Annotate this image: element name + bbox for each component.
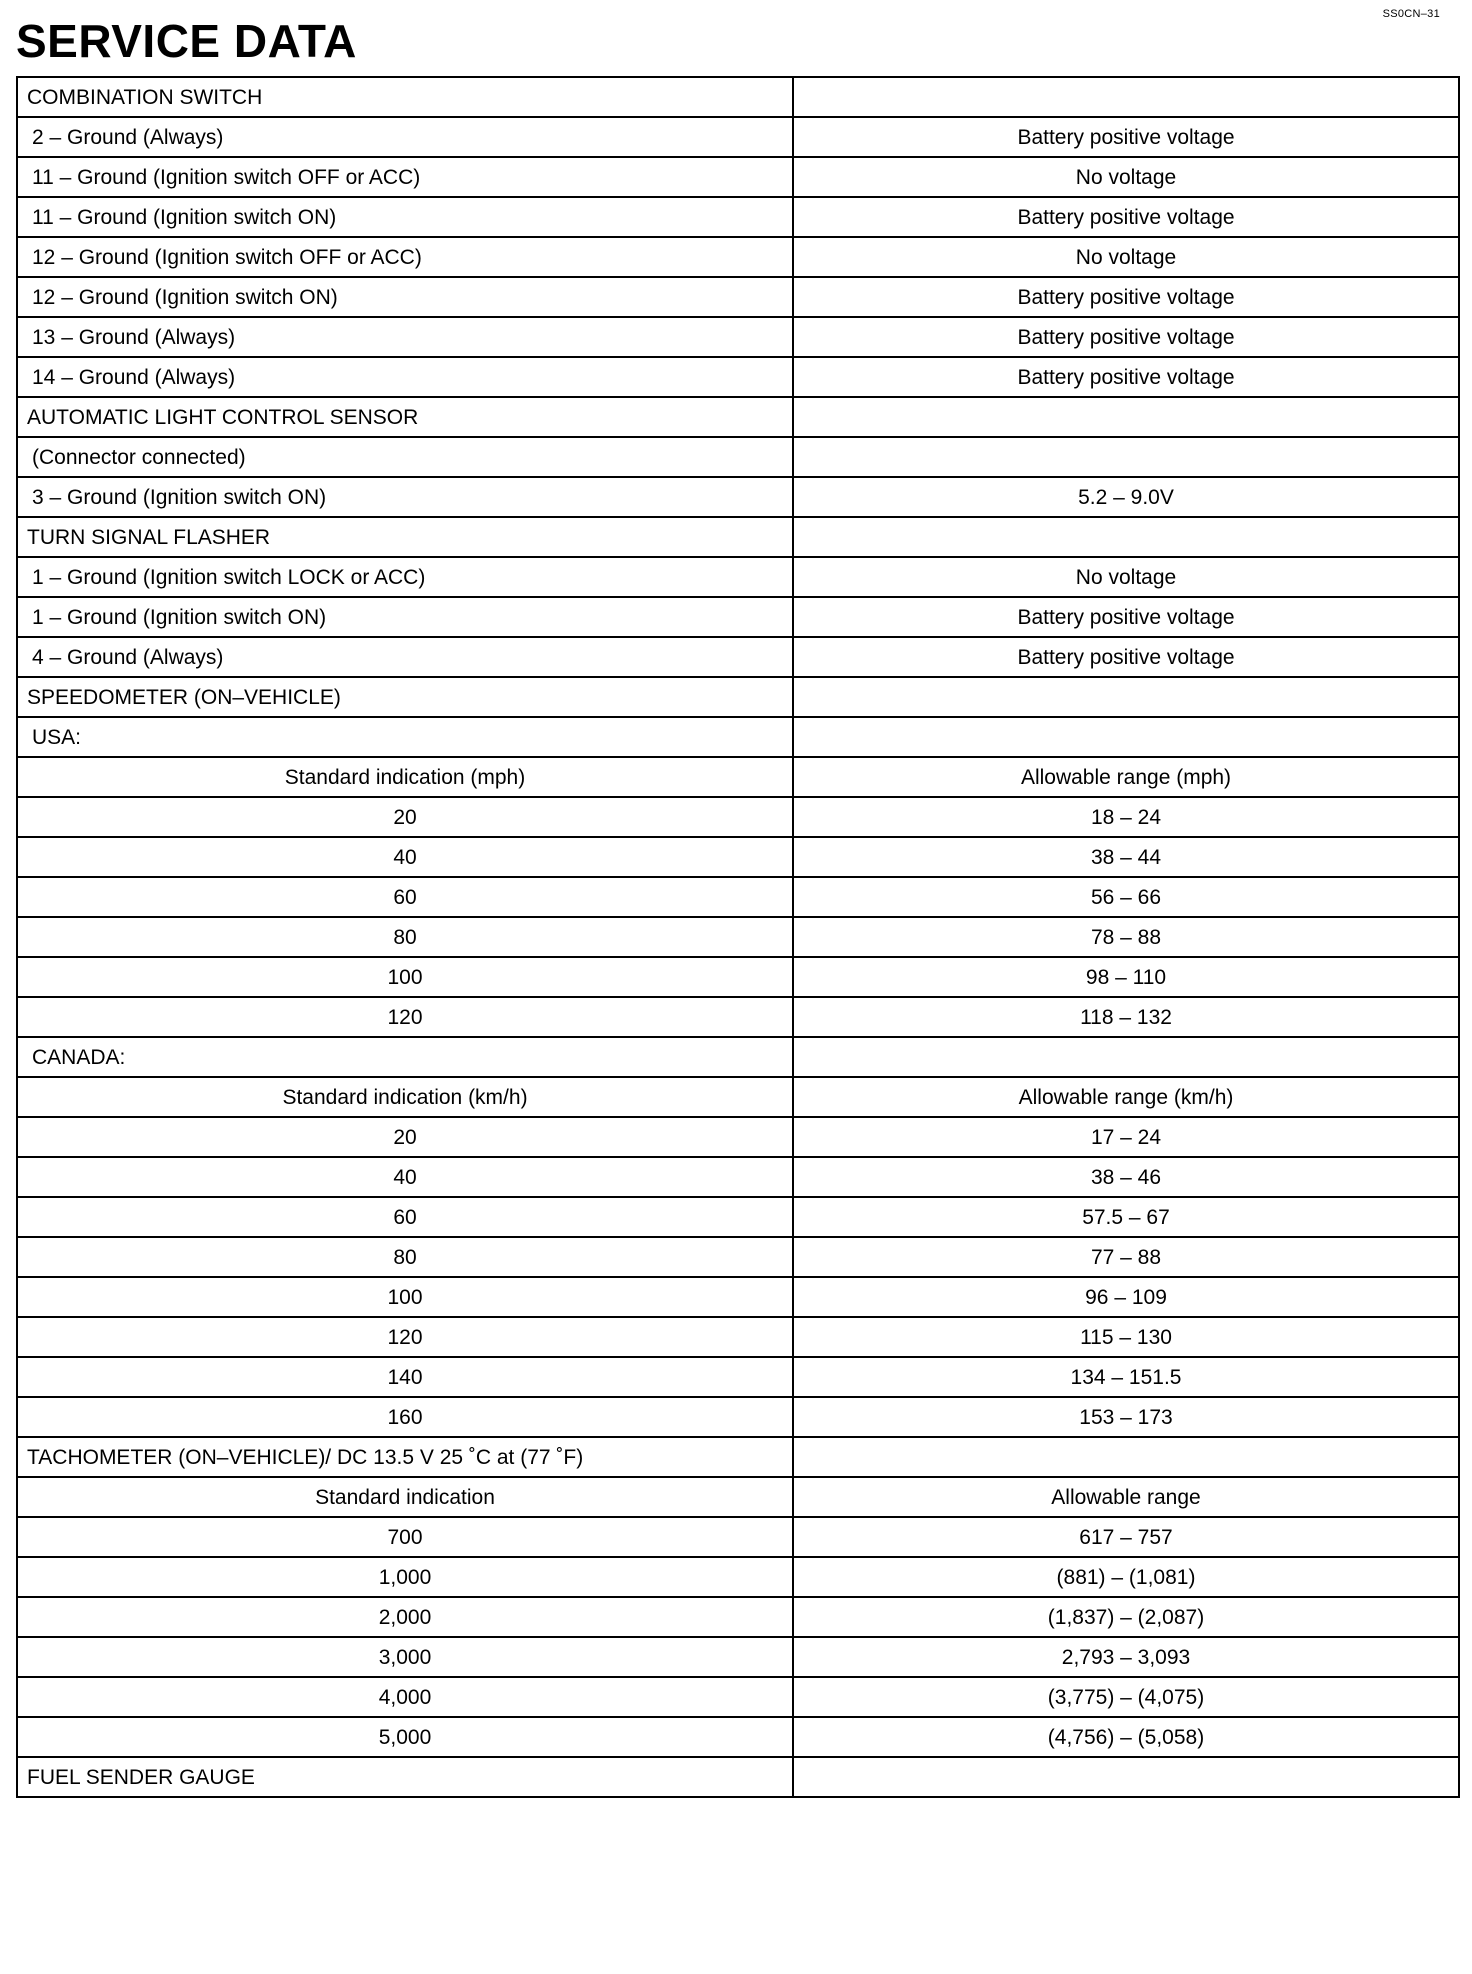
- item-label-cell: 1,000: [17, 1557, 793, 1597]
- item-value-cell: Battery positive voltage: [793, 317, 1459, 357]
- item-label-cell: 40: [17, 837, 793, 877]
- item-label-cell: 11 – Ground (Ignition switch OFF or ACC): [17, 157, 793, 197]
- table-row: [17, 1757, 1459, 1797]
- table-row: [17, 437, 1459, 477]
- item-label-cell: 40: [17, 1157, 793, 1197]
- item-label-cell: 12 – Ground (Ignition switch OFF or ACC): [17, 237, 793, 277]
- item-value-cell: 57.5 – 67: [793, 1197, 1459, 1237]
- item-value-cell: 617 – 757: [793, 1517, 1459, 1557]
- table-row: [17, 1597, 1459, 1637]
- table-row: [17, 1317, 1459, 1357]
- item-label-cell: 11 – Ground (Ignition switch ON): [17, 197, 793, 237]
- item-value-cell: [793, 397, 1459, 437]
- item-value-cell: (4,756) – (5,058): [793, 1717, 1459, 1757]
- table-row: [17, 597, 1459, 637]
- item-value-cell: 115 – 130: [793, 1317, 1459, 1357]
- table-row: [17, 1517, 1459, 1557]
- item-label-cell: 140: [17, 1357, 793, 1397]
- table-row: [17, 797, 1459, 837]
- item-label-cell: (Connector connected): [17, 437, 793, 477]
- item-value-cell: Battery positive voltage: [793, 597, 1459, 637]
- item-label-cell: Standard indication: [17, 1477, 793, 1517]
- item-label-cell: 20: [17, 797, 793, 837]
- item-label-cell: 2 – Ground (Always): [17, 117, 793, 157]
- item-value-cell: 56 – 66: [793, 877, 1459, 917]
- item-label-cell: Standard indication (km/h): [17, 1077, 793, 1117]
- table-row: [17, 997, 1459, 1037]
- item-value-cell: No voltage: [793, 557, 1459, 597]
- item-label-cell: 3 – Ground (Ignition switch ON): [17, 477, 793, 517]
- item-value-cell: 78 – 88: [793, 917, 1459, 957]
- section-heading-cell: AUTOMATIC LIGHT CONTROL SENSOR: [17, 397, 793, 437]
- table-row: [17, 1037, 1459, 1077]
- item-label-cell: 80: [17, 1237, 793, 1277]
- table-row: [17, 1677, 1459, 1717]
- item-label-cell: 5,000: [17, 1717, 793, 1757]
- table-row: [17, 1157, 1459, 1197]
- item-value-cell: 2,793 – 3,093: [793, 1637, 1459, 1677]
- table-row: [17, 837, 1459, 877]
- table-row: [17, 1277, 1459, 1317]
- table-row: [17, 1397, 1459, 1437]
- item-value-cell: [793, 1437, 1459, 1477]
- item-label-cell: 100: [17, 957, 793, 997]
- item-label-cell: 4 – Ground (Always): [17, 637, 793, 677]
- item-label-cell: 700: [17, 1517, 793, 1557]
- item-value-cell: Allowable range (km/h): [793, 1077, 1459, 1117]
- table-row: [17, 237, 1459, 277]
- item-value-cell: 153 – 173: [793, 1397, 1459, 1437]
- item-value-cell: [793, 717, 1459, 757]
- table-row: [17, 477, 1459, 517]
- table-row: [17, 1637, 1459, 1677]
- item-label-cell: 4,000: [17, 1677, 793, 1717]
- table-row: [17, 1197, 1459, 1237]
- item-value-cell: 17 – 24: [793, 1117, 1459, 1157]
- item-label-cell: 13 – Ground (Always): [17, 317, 793, 357]
- item-value-cell: Battery positive voltage: [793, 637, 1459, 677]
- item-label-cell: 120: [17, 1317, 793, 1357]
- item-value-cell: 38 – 44: [793, 837, 1459, 877]
- item-label-cell: 60: [17, 1197, 793, 1237]
- table-row: [17, 1477, 1459, 1517]
- item-value-cell: (3,775) – (4,075): [793, 1677, 1459, 1717]
- table-row: [17, 1437, 1459, 1477]
- item-value-cell: Battery positive voltage: [793, 197, 1459, 237]
- item-label-cell: 120: [17, 997, 793, 1037]
- section-heading-cell: TACHOMETER (ON–VEHICLE)/ DC 13.5 V 25 ˚C at (77 ˚F): [17, 1437, 793, 1477]
- item-label-cell: 14 – Ground (Always): [17, 357, 793, 397]
- table-row: [17, 917, 1459, 957]
- item-value-cell: 38 – 46: [793, 1157, 1459, 1197]
- table-row: [17, 957, 1459, 997]
- table-body: [17, 77, 1459, 1797]
- page-title: SERVICE DATA: [16, 15, 357, 67]
- table-row: [17, 677, 1459, 717]
- table-row: [17, 157, 1459, 197]
- section-heading-cell: FUEL SENDER GAUGE: [17, 1757, 793, 1797]
- item-value-cell: 5.2 – 9.0V: [793, 477, 1459, 517]
- item-value-cell: 134 – 151.5: [793, 1357, 1459, 1397]
- table-row: [17, 317, 1459, 357]
- item-value-cell: [793, 1757, 1459, 1797]
- table-row: [17, 117, 1459, 157]
- table-row: [17, 637, 1459, 677]
- item-value-cell: 18 – 24: [793, 797, 1459, 837]
- item-value-cell: No voltage: [793, 157, 1459, 197]
- item-label-cell: 2,000: [17, 1597, 793, 1637]
- table-row: [17, 717, 1459, 757]
- item-label-cell: USA:: [17, 717, 793, 757]
- item-value-cell: Battery positive voltage: [793, 277, 1459, 317]
- table-row: [17, 557, 1459, 597]
- item-value-cell: 96 – 109: [793, 1277, 1459, 1317]
- table-row: [17, 397, 1459, 437]
- table-row: [17, 1557, 1459, 1597]
- item-label-cell: 1 – Ground (Ignition switch LOCK or ACC): [17, 557, 793, 597]
- item-label-cell: CANADA:: [17, 1037, 793, 1077]
- item-label-cell: 160: [17, 1397, 793, 1437]
- item-value-cell: Battery positive voltage: [793, 117, 1459, 157]
- item-value-cell: No voltage: [793, 237, 1459, 277]
- table-row: [17, 1357, 1459, 1397]
- table-row: [17, 197, 1459, 237]
- item-label-cell: 3,000: [17, 1637, 793, 1677]
- section-heading-cell: SPEEDOMETER (ON–VEHICLE): [17, 677, 793, 717]
- item-label-cell: 100: [17, 1277, 793, 1317]
- item-label-cell: 60: [17, 877, 793, 917]
- item-value-cell: [793, 437, 1459, 477]
- table-row: [17, 77, 1459, 117]
- section-heading-cell: COMBINATION SWITCH: [17, 77, 793, 117]
- item-value-cell: 77 – 88: [793, 1237, 1459, 1277]
- table-row: [17, 1237, 1459, 1277]
- item-value-cell: 98 – 110: [793, 957, 1459, 997]
- item-value-cell: Allowable range: [793, 1477, 1459, 1517]
- item-value-cell: (1,837) – (2,087): [793, 1597, 1459, 1637]
- item-value-cell: [793, 77, 1459, 117]
- page-id: SS0CN–31: [1382, 8, 1440, 20]
- table-row: [17, 277, 1459, 317]
- item-label-cell: Standard indication (mph): [17, 757, 793, 797]
- item-value-cell: [793, 1037, 1459, 1077]
- item-value-cell: Battery positive voltage: [793, 357, 1459, 397]
- table-row: [17, 357, 1459, 397]
- table-row: [17, 517, 1459, 557]
- service-data-table: [16, 76, 1460, 1798]
- table-row: [17, 757, 1459, 797]
- table-row: [17, 1717, 1459, 1757]
- section-heading-cell: TURN SIGNAL FLASHER: [17, 517, 793, 557]
- item-value-cell: Allowable range (mph): [793, 757, 1459, 797]
- item-label-cell: 80: [17, 917, 793, 957]
- item-value-cell: [793, 677, 1459, 717]
- item-label-cell: 20: [17, 1117, 793, 1157]
- item-value-cell: 118 – 132: [793, 997, 1459, 1037]
- table-row: [17, 877, 1459, 917]
- item-value-cell: (881) – (1,081): [793, 1557, 1459, 1597]
- table-row: [17, 1117, 1459, 1157]
- item-label-cell: 1 – Ground (Ignition switch ON): [17, 597, 793, 637]
- item-label-cell: 12 – Ground (Ignition switch ON): [17, 277, 793, 317]
- table-row: [17, 1077, 1459, 1117]
- item-value-cell: [793, 517, 1459, 557]
